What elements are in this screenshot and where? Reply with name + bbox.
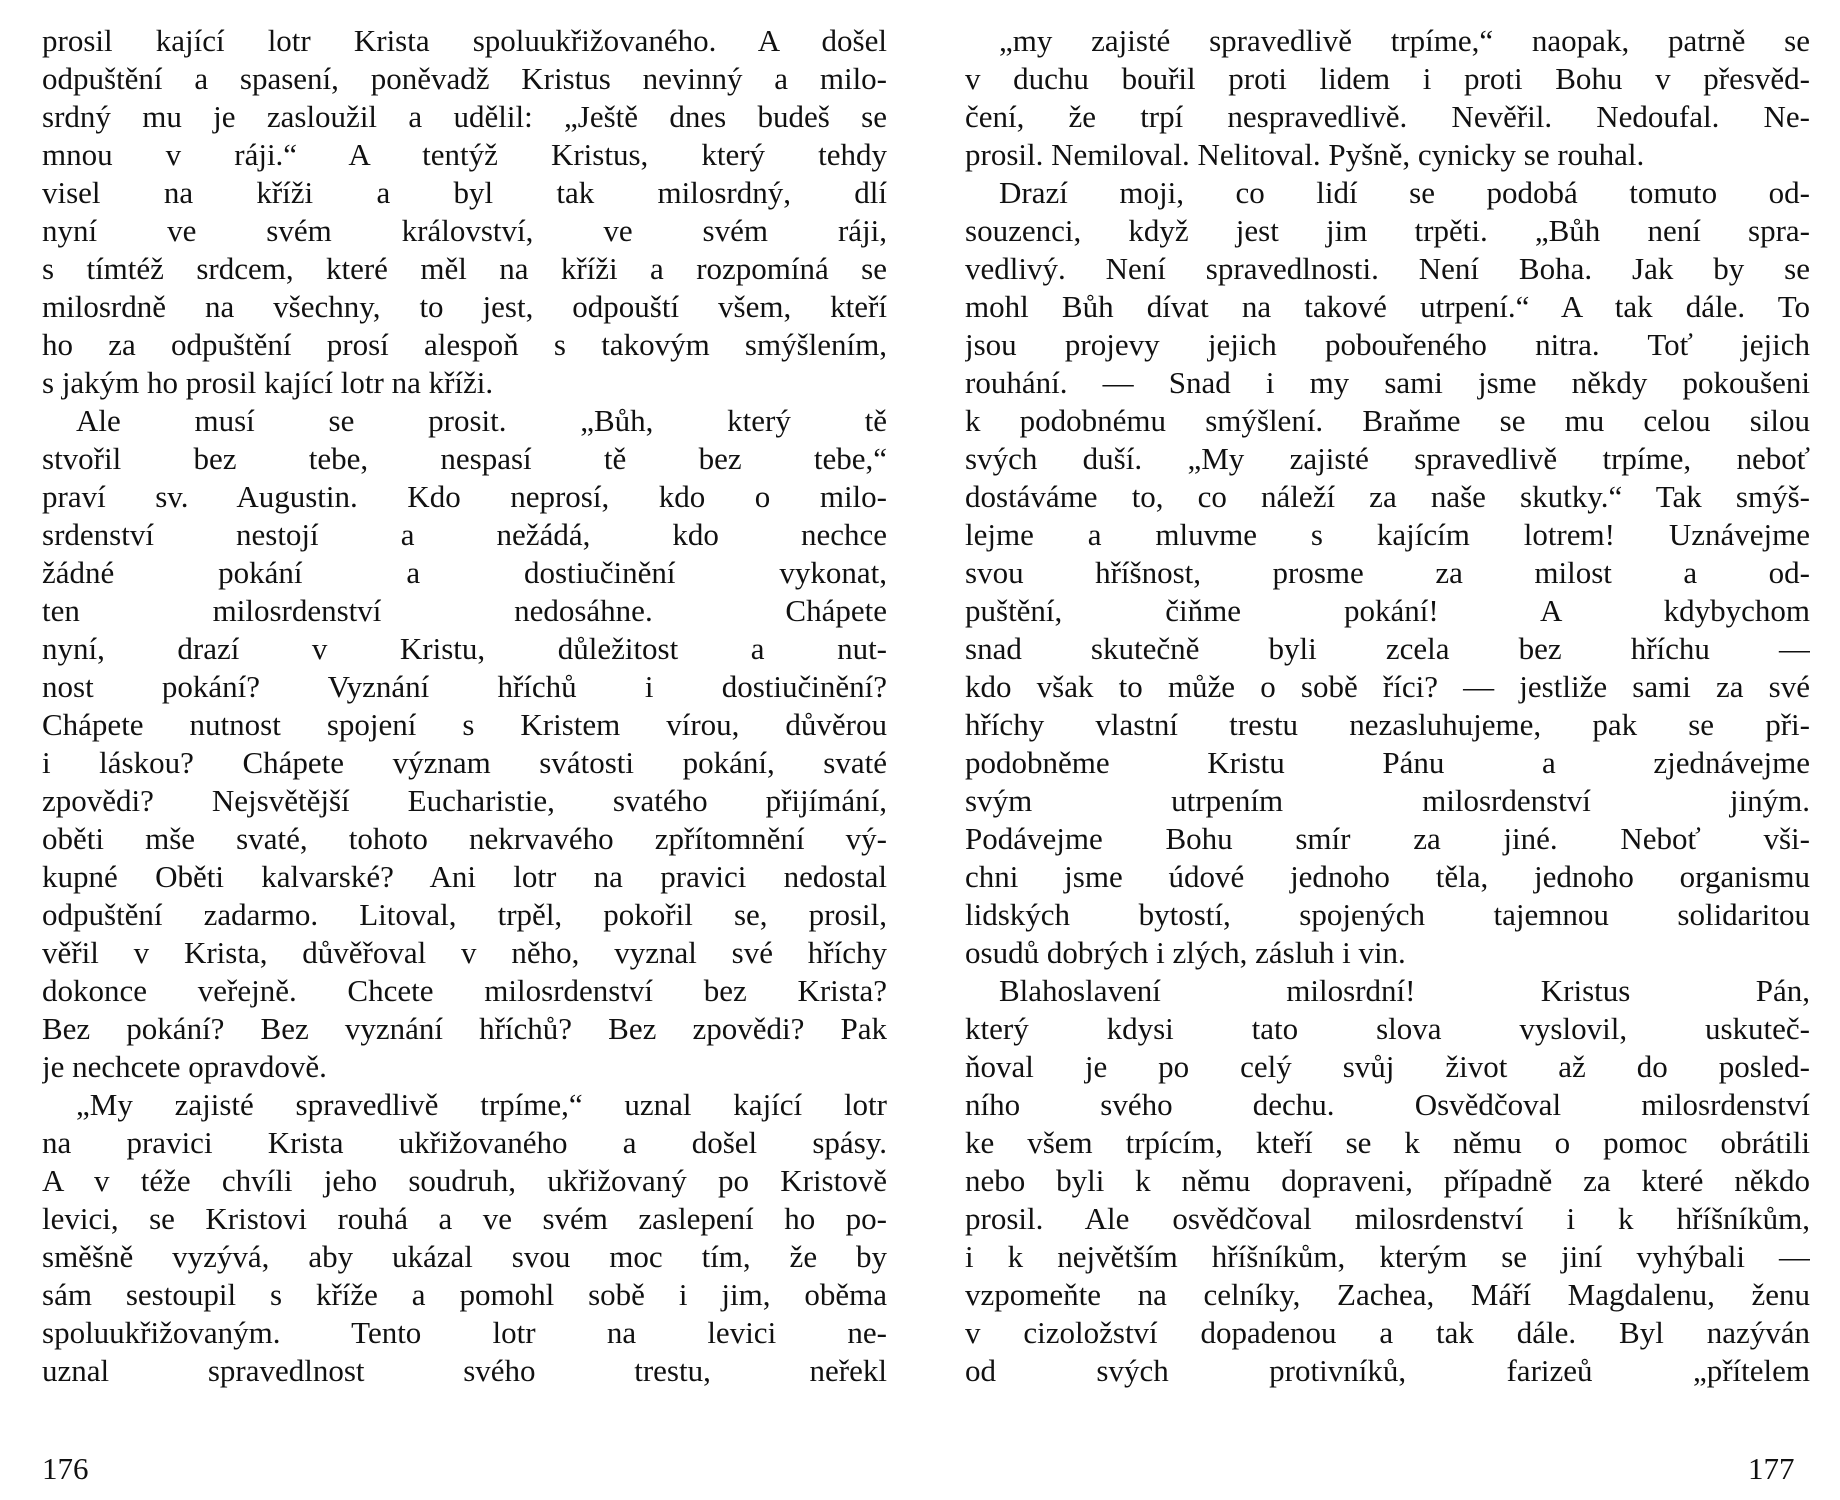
text-line: chni jsme údové jednoho těla, jednoho organismu xyxy=(965,859,1810,894)
text-line: Chápete nutnost spojení s Kristem vírou, důvěrou xyxy=(42,707,887,742)
text-line: Blahoslavení milosrdní! Kristus Pán, xyxy=(999,973,1810,1008)
text-line: od svých protivníků, farizeů „přítelem xyxy=(965,1353,1810,1388)
text-line: levici, se Kristovi rouhá a ve svém zaslepení ho po- xyxy=(42,1201,887,1236)
text-line: ke všem trpícím, kteří se k němu o pomoc obrátili xyxy=(965,1125,1810,1160)
text-line: ňoval je po celý svůj život až do posled- xyxy=(965,1049,1810,1084)
text-line: je nechcete opravdově. xyxy=(42,1049,327,1084)
text-line: s tímtéž srdcem, které měl na kříži a rozpomíná se xyxy=(42,251,887,286)
text-line: mnou v ráji.“ A tentýž Kristus, který tehdy xyxy=(42,137,887,172)
text-line: „my zajisté spravedlivě trpíme,“ naopak, patrně se xyxy=(999,23,1810,58)
text-line: Ale musí se prosit. „Bůh, který tě xyxy=(76,403,887,438)
text-line: věřil v Krista, důvěřoval v něho, vyznal své hříchy xyxy=(42,935,887,970)
right-page xyxy=(965,22,1810,1390)
text-line: osudů dobrých i zlých, zásluh i vin. xyxy=(965,935,1406,970)
text-line: „My zajisté spravedlivě trpíme,“ uznal kající lotr xyxy=(76,1087,887,1122)
text-line: vzpomeňte na celníky, Zachea, Máří Magdalenu, ženu xyxy=(965,1277,1810,1312)
text-line: mohl Bůh dívat na takové utrpení.“ A tak dále. To xyxy=(965,289,1810,324)
text-line: vedlivý. Není spravedlnosti. Není Boha. Jak by se xyxy=(965,251,1810,286)
text-line: směšně vyzývá, aby ukázal svou moc tím, že by xyxy=(42,1239,887,1274)
text-line: Podávejme Bohu smír za jiné. Neboť vši- xyxy=(965,821,1810,856)
text-line: odpuštění a spasení, poněvadž Kristus nevinný a milo- xyxy=(42,61,887,96)
text-line: prosil. Nemiloval. Nelitoval. Pyšně, cynicky se rouhal. xyxy=(965,137,1645,172)
text-line: k podobnému smýšlení. Braňme se mu celou silou xyxy=(965,403,1810,438)
text-line: podobněme Kristu Pánu a zjednávejme xyxy=(965,745,1810,780)
text-line: Drazí moji, co lidí se podobá tomuto od- xyxy=(999,175,1810,210)
right-page-number: 177 xyxy=(1748,1451,1795,1486)
text-line: puštění, čiňme pokání! A kdybychom xyxy=(965,593,1810,628)
text-line: milosrdně na všechny, to jest, odpouští všem, kteří xyxy=(42,289,887,324)
left-page-text xyxy=(42,22,887,1390)
text-line: ten milosrdenství nedosáhne. Chápete xyxy=(42,593,887,628)
text-line: hříchy vlastní trestu nezasluhujeme, pak se při- xyxy=(965,707,1810,742)
text-line: kupné Oběti kalvarské? Ani lotr na pravici nedostal xyxy=(42,859,887,894)
text-line: nyní ve svém království, ve svém ráji, xyxy=(42,213,887,248)
text-line: nebo byli k němu dopraveni, případně za které někdo xyxy=(965,1163,1810,1198)
text-line: snad skutečně byli zcela bez hříchu — xyxy=(965,631,1810,666)
text-line: oběti mše svaté, tohoto nekrvavého zpřítomnění vý- xyxy=(42,821,887,856)
text-line: nyní, drazí v Kristu, důležitost a nut- xyxy=(42,631,887,666)
text-line: nost pokání? Vyznání hříchů i dostiučinění? xyxy=(42,669,887,704)
text-line: v cizoložství dopadenou a tak dále. Byl nazýván xyxy=(965,1315,1810,1350)
text-line: ho za odpuštění prosí alespoň s takovým smýšlením, xyxy=(42,327,887,362)
text-line: ního svého dechu. Osvědčoval milosrdenství xyxy=(965,1087,1810,1122)
text-line: v duchu bouřil proti lidem i proti Bohu v přesvěd- xyxy=(965,61,1810,96)
text-line: sám sestoupil s kříže a pomohl sobě i jim, oběma xyxy=(42,1277,887,1312)
text-line: svým utrpením milosrdenství jiným. xyxy=(965,783,1810,818)
left-page xyxy=(42,22,887,1390)
text-line: srdenství nestojí a nežádá, kdo nechce xyxy=(42,517,887,552)
text-line: na pravici Krista ukřižovaného a došel spásy. xyxy=(42,1125,887,1160)
text-line: svých duší. „My zajisté spravedlivě trpíme, neboť xyxy=(965,441,1810,476)
text-line: zpovědi? Nejsvětější Eucharistie, svatého přijímání, xyxy=(42,783,887,818)
text-line: srdný mu je zasloužil a udělil: „Ještě dnes budeš se xyxy=(42,99,887,134)
text-line: svou hříšnost, prosme za milost a od- xyxy=(965,555,1810,590)
text-line: který kdysi tato slova vyslovil, uskuteč- xyxy=(965,1011,1810,1046)
text-line: visel na kříži a byl tak milosrdný, dlí xyxy=(42,175,887,210)
text-line: lejme a mluvme s kajícím lotrem! Uznávejme xyxy=(965,517,1810,552)
text-line: i láskou? Chápete význam svátosti pokání, svaté xyxy=(42,745,887,780)
text-line: praví sv. Augustin. Kdo neprosí, kdo o milo- xyxy=(42,479,887,514)
text-line: prosil kající lotr Krista spoluukřižovaného. A došel xyxy=(42,23,887,58)
text-line: A v téže chvíli jeho soudruh, ukřižovaný po Kristově xyxy=(42,1163,887,1198)
text-line: Bez pokání? Bez vyznání hříchů? Bez zpovědi? Pak xyxy=(42,1011,887,1046)
text-line: stvořil bez tebe, nespasí tě bez tebe,“ xyxy=(42,441,887,476)
text-line: uznal spravedlnost svého trestu, neřekl xyxy=(42,1353,887,1388)
text-line: lidských bytostí, spojených tajemnou solidaritou xyxy=(965,897,1810,932)
text-line: spoluukřižovaným. Tento lotr na levici ne- xyxy=(42,1315,887,1350)
left-page-number: 176 xyxy=(42,1451,89,1486)
text-line: souzenci, když jest jim trpěti. „Bůh není spra- xyxy=(965,213,1810,248)
text-line: rouhání. — Snad i my sami jsme někdy pokoušeni xyxy=(965,365,1810,400)
text-line: odpuštění zadarmo. Litoval, trpěl, pokořil se, prosil, xyxy=(42,897,887,932)
text-line: kdo však to může o sobě říci? — jestliže sami za své xyxy=(965,669,1810,704)
text-line: dokonce veřejně. Chcete milosrdenství bez Krista? xyxy=(42,973,887,1008)
text-line: s jakým ho prosil kající lotr na kříži. xyxy=(42,365,494,400)
text-line: i k největším hříšníkům, kterým se jiní vyhýbali — xyxy=(965,1239,1810,1274)
right-page-text xyxy=(965,22,1810,1390)
text-line: dostáváme to, co náleží za naše skutky.“ Tak smýš- xyxy=(965,479,1810,514)
text-line: prosil. Ale osvědčoval milosrdenství i k hříšníkům, xyxy=(965,1201,1810,1236)
text-line: žádné pokání a dostiučinění vykonat, xyxy=(42,555,887,590)
text-line: jsou projevy jejich pobouřeného nitra. Toť jejich xyxy=(965,327,1810,362)
text-line: čení, že trpí nespravedlivě. Nevěřil. Nedoufal. Ne- xyxy=(965,99,1810,134)
